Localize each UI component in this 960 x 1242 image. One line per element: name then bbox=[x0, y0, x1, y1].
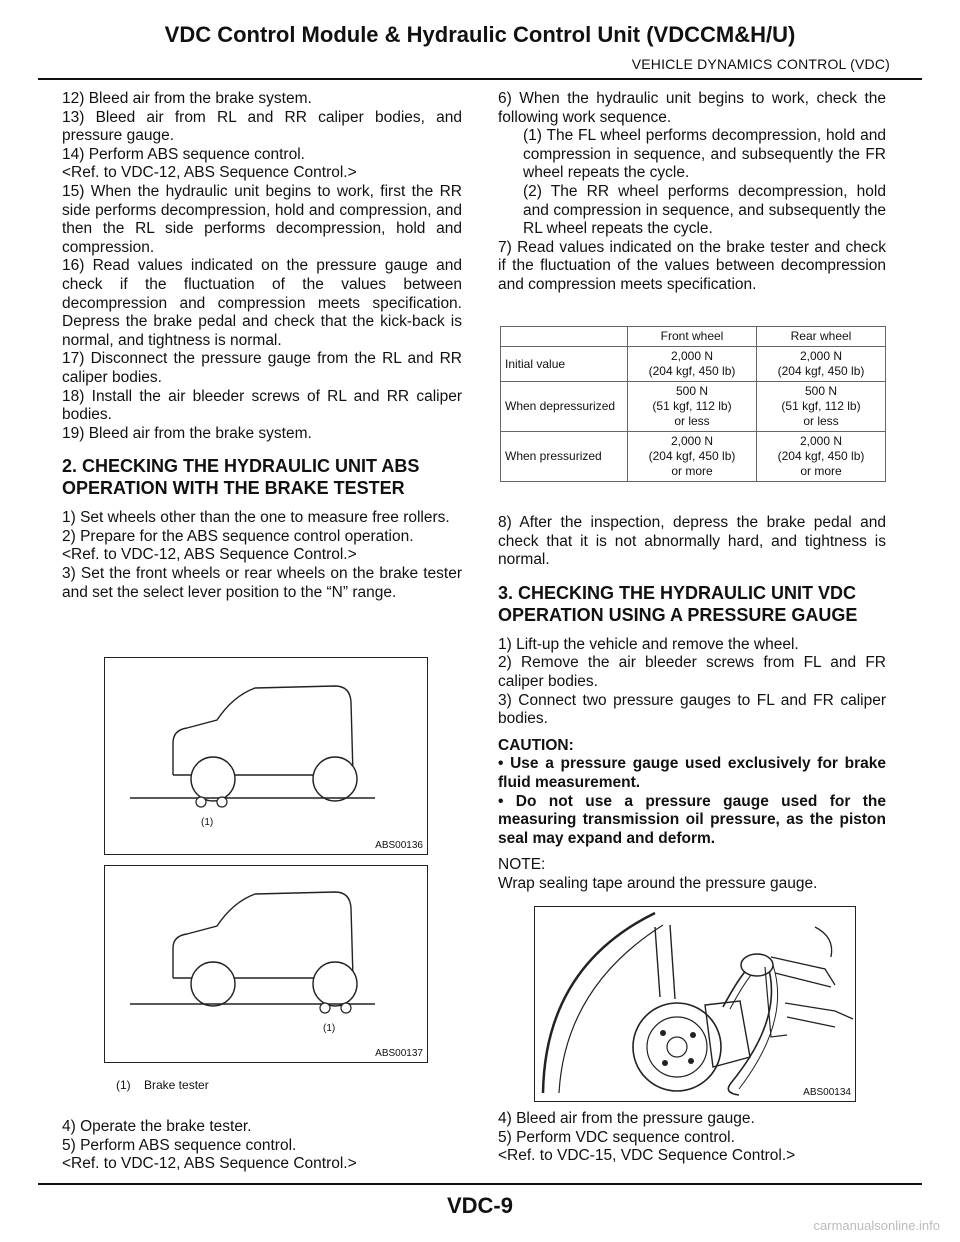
right-column-middle bbox=[498, 514, 886, 894]
section-heading-2: 2. CHECKING THE HYDRAULIC UNIT ABS OPERATION WITH THE BRAKE TESTER bbox=[62, 456, 420, 499]
header-rule bbox=[38, 78, 922, 80]
page-number: VDC-9 bbox=[446, 1193, 513, 1218]
step-8: 8) After the inspection, depress the brake pedal and check that it is not abnormally hard, and tightness is normal. bbox=[498, 514, 886, 569]
step-16: 16) Read values indicated on the pressure gauge and check if the fluctuation of the values between decompression and compression meets specification. Depress the brake pedal and check that the kick-back is normal, and tightness is normal. bbox=[62, 257, 462, 349]
figure-legend: (1) Brake tester bbox=[116, 1078, 209, 1092]
cell-front: 2,000 N (204 kgf, 450 lb) bbox=[628, 347, 757, 382]
step-18: 18) Install the air bleeder screws of RL and RR caliper bodies. bbox=[62, 387, 462, 424]
cell-front: 2,000 N (204 kgf, 450 lb) or more bbox=[628, 432, 757, 482]
vdc-step-5-ref: <Ref. to VDC-15, VDC Sequence Control.> bbox=[498, 1147, 796, 1165]
note-title: NOTE: bbox=[498, 856, 546, 874]
section-name: VEHICLE DYNAMICS CONTROL (VDC) bbox=[631, 56, 890, 72]
figure-1-code: ABS00136 bbox=[375, 840, 423, 851]
caution-2: • Do not use a pressure gauge used for the measuring transmission oil pressure, as the piston seal may expand and deform. bbox=[498, 792, 886, 847]
page-title: VDC Control Module & Hydraulic Control Unit (VDCCM&H/U) bbox=[164, 22, 796, 47]
watermark: carmanualsonline.info bbox=[813, 1218, 940, 1233]
step-12: 12) Bleed air from the brake system. bbox=[62, 90, 312, 107]
abs-step-3: 3) Set the front wheels or rear wheels on the brake tester and set the select lever position to the “N” range. bbox=[62, 565, 462, 601]
figure-brake-tester-front bbox=[104, 865, 428, 1063]
caution-title: CAUTION: bbox=[498, 736, 574, 754]
car-diagram-2 bbox=[105, 866, 427, 1062]
right-column-bottom bbox=[498, 1110, 886, 1166]
table-corner bbox=[501, 327, 628, 347]
figure-2-code: ABS00137 bbox=[375, 1048, 423, 1059]
step-13: 13) Bleed air from RL and RR caliper bodies, and pressure gauge. bbox=[62, 108, 462, 145]
spec-table bbox=[500, 326, 886, 482]
row-label: Initial value bbox=[501, 347, 628, 382]
abs-step-1: 1) Set wheels other than the one to measure free rollers. bbox=[62, 509, 450, 527]
abs-step-2-ref: <Ref. to VDC-12, ABS Sequence Control.> bbox=[62, 546, 357, 564]
table-header-row bbox=[501, 327, 886, 347]
row-label: When depressurized bbox=[501, 382, 628, 432]
row-label: When pressurized bbox=[501, 432, 628, 482]
step-15: 15) When the hydraulic unit begins to work, first the RR side performs decompression, hold and compression, and then the RL side performs decompression, hold and compression. bbox=[62, 182, 462, 256]
table-row bbox=[501, 382, 886, 432]
note-text: Wrap sealing tape around the pressure gauge. bbox=[498, 874, 818, 892]
footer-rule bbox=[38, 1183, 922, 1185]
table-row bbox=[501, 347, 886, 382]
step-14: 14) Perform ABS sequence control. bbox=[62, 145, 305, 163]
step-19: 19) Bleed air from the brake system. bbox=[62, 424, 312, 442]
abs-step-5-ref: <Ref. to VDC-12, ABS Sequence Control.> bbox=[62, 1155, 357, 1173]
abs-step-2: 2) Prepare for the ABS sequence control operation. bbox=[62, 527, 414, 545]
caution-1: • Use a pressure gauge used exclusively for brake fluid measurement. bbox=[498, 755, 886, 791]
left-column-bottom bbox=[62, 1118, 462, 1174]
vdc-step-3: 3) Connect two pressure gauges to FL and FR caliper bodies. bbox=[498, 691, 886, 728]
vdc-step-5: 5) Perform VDC sequence control. bbox=[498, 1128, 735, 1146]
abs-step-4: 4) Operate the brake tester. bbox=[62, 1118, 252, 1135]
car-diagram-1 bbox=[105, 658, 427, 854]
cell-rear: 2,000 N (204 kgf, 450 lb) or more bbox=[757, 432, 886, 482]
step-7: 7) Read values indicated on the brake tester and check if the fluctuation of the values between decompression and compression meets specification. bbox=[498, 238, 886, 293]
figure-1-callout: (1) bbox=[201, 817, 214, 828]
left-column bbox=[62, 90, 462, 602]
vdc-step-1: 1) Lift-up the vehicle and remove the wheel. bbox=[498, 635, 799, 653]
vdc-step-2: 2) Remove the air bleeder screws from FL and FR caliper bodies. bbox=[498, 654, 886, 690]
vdc-step-4: 4) Bleed air from the pressure gauge. bbox=[498, 1110, 755, 1127]
section-heading-3: 3. CHECKING THE HYDRAULIC UNIT VDC OPERATION USING A PRESSURE GAUGE bbox=[498, 582, 858, 625]
abs-step-5: 5) Perform ABS sequence control. bbox=[62, 1136, 297, 1154]
step-6-2: (2) The RR wheel performs decompression, hold and compression in sequence, and subsequently the RL wheel repeats the cycle. bbox=[523, 182, 886, 238]
step-6-1: (1) The FL wheel performs decompression, hold and compression in sequence, and subsequently the FR wheel repeats the cycle. bbox=[523, 127, 886, 182]
table-header-rear: Rear wheel bbox=[757, 327, 886, 347]
figure-3-code: ABS00134 bbox=[803, 1087, 851, 1098]
table-header-front: Front wheel bbox=[628, 327, 757, 347]
table-row bbox=[501, 432, 886, 482]
step-6: 6) When the hydraulic unit begins to work, check the following work sequence. bbox=[498, 90, 886, 126]
cell-rear: 2,000 N (204 kgf, 450 lb) bbox=[757, 347, 886, 382]
right-column-top bbox=[498, 90, 886, 295]
figure-pressure-gauge bbox=[534, 906, 856, 1102]
cell-rear: 500 N (51 kgf, 112 lb) or less bbox=[757, 382, 886, 432]
figure-2-callout: (1) bbox=[323, 1023, 336, 1034]
step-17: 17) Disconnect the pressure gauge from the RL and RR caliper bodies. bbox=[62, 350, 462, 386]
figure-brake-tester-rear bbox=[104, 657, 428, 855]
spec-table-wrapper bbox=[500, 326, 886, 482]
step-14-ref: <Ref. to VDC-12, ABS Sequence Control.> bbox=[62, 164, 357, 182]
pressure-gauge-illustration bbox=[535, 907, 855, 1101]
cell-front: 500 N (51 kgf, 112 lb) or less bbox=[628, 382, 757, 432]
